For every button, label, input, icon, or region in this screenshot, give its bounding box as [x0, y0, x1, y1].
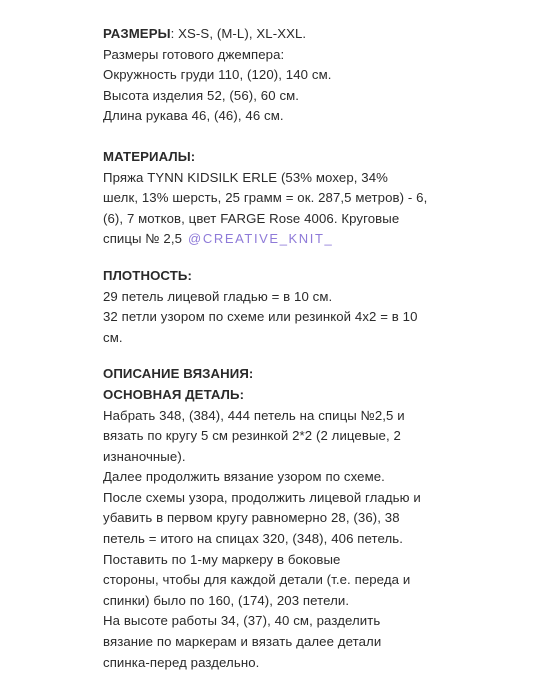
materials-text-line: шелк, 13% шерсть, 25 грамм = ок. 287,5 метров) - 6, [103, 190, 428, 206]
section-spacer [103, 250, 543, 266]
description-text-line: изнаночные). [103, 448, 186, 464]
description-text-line: петель = итого на спицах 320, (348), 406 петель. [103, 531, 404, 547]
gauge-heading: ПЛОТНОСТЬ: [103, 267, 192, 283]
description-text-line: Далее продолжить вязание узором по схеме. [103, 469, 385, 485]
section-spacer [103, 348, 543, 364]
description-text-line: спинка-перед раздельно. [103, 654, 260, 670]
sizes-text-line: Высота изделия 52, (56), 60 см. [103, 87, 300, 103]
description-text-line: стороны, чтобы для каждой детали (т.е. переда и [103, 572, 411, 588]
materials-text-line: Пряжа TYNN KIDSILK ERLE (53% мохер, 34% [103, 169, 388, 185]
sizes-heading: РАЗМЕРЫ [103, 26, 171, 41]
creative-knit-watermark: @CREATIVE_KNIT_ [188, 231, 334, 247]
description-text-line: убавить в первом кругу равномерно 28, (36), 38 [103, 510, 400, 526]
sizes-value: : XS-S, (M-L), XL-XXL. [170, 26, 307, 41]
sizes-line [103, 24, 543, 45]
materials-text-line: спицы № 2,5 [103, 231, 183, 247]
description-text-line: Поставить по 1-му маркеру в боковые [103, 551, 341, 567]
section-spacer [103, 127, 543, 147]
sizes-text-line: Окружность груди 110, (120), 140 см. [103, 67, 332, 83]
document-page [103, 24, 543, 673]
materials-last-line [103, 229, 543, 250]
gauge-text-line: см. [103, 329, 123, 345]
description-heading: ОПИСАНИЕ ВЯЗАНИЯ: [103, 366, 254, 382]
description-text-line: спинки) было по 160, (174), 203 петели. [103, 592, 350, 608]
gauge-text-line: 32 петли узором по схеме или резинкой 4х2 = в 10 [103, 309, 418, 325]
description-text-line: вязание по маркерам и вязать далее детали [103, 634, 382, 650]
description-text-line: На высоте работы 34, (37), 40 см, разделить [103, 613, 381, 629]
materials-heading: МАТЕРИАЛЫ: [103, 148, 196, 164]
description-text-line: Набрать 348, (384), 444 петель на спицы №2,5 и [103, 407, 405, 423]
main-part-subheading: ОСНОВНАЯ ДЕТАЛЬ: [103, 386, 245, 402]
description-text-line: вязать по кругу 5 см резинкой 2*2 (2 лицевые, 2 [103, 428, 401, 444]
materials-text-line: (6), 7 мотков, цвет FARGE Rose 4006. Круговые [103, 210, 400, 226]
description-text-line: После схемы узора, продолжить лицевой гладью и [103, 489, 421, 505]
gauge-text-line: 29 петель лицевой гладью = в 10 см. [103, 288, 333, 304]
sizes-text-line: Длина рукава 46, (46), 46 см. [103, 108, 284, 124]
sizes-text-line: Размеры готового джемпера: [103, 46, 285, 62]
